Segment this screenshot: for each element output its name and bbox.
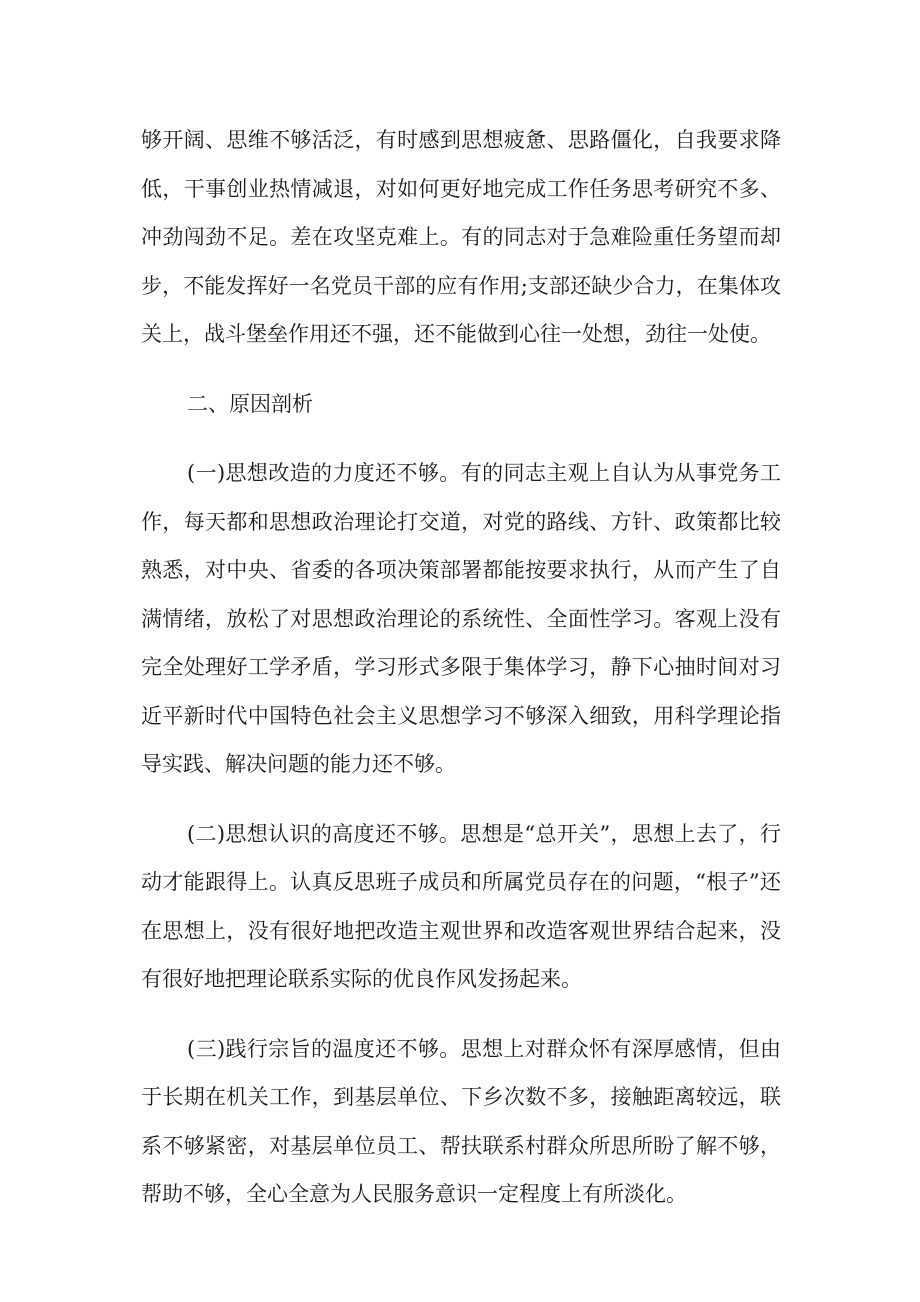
paragraph-thought-awareness: (二)思想认识的高度还不够。思想是“总开关”，思想上去了，行动才能跟得上。认真反思班子成员和所属党员存在的问题，“根子”还在思想上，没有很好地把改造主观世界和改造客观世界结合起来，没有很好地把理论联系实际的优良作风发扬起来。 (141, 821, 781, 991)
document-body (141, 116, 781, 1240)
paragraph-thought-reform: (一)思想改造的力度还不够。有的同志主观上自认为从事党务工作，每天都和思想政治理论打交道，对党的路线、方针、政策都比较熟悉，对中央、省委的各项决策部署都能按要求执行，从而产生了自满情绪，放松了对思想政治理论的系统性、全面性学习。客观上没有完全处理好工学矛盾，学习形式多限于集体学习，静下心抽时间对习近平新时代中国特色社会主义思想学习不够深入细致，用科学理论指导实践、解决问题的能力还不够。 (141, 461, 781, 776)
section-heading-cause-analysis: 二、原因剖析 (187, 391, 313, 416)
paragraph-continuation: 够开阔、思维不够活泛，有时感到思想疲惫、思路僵化，自我要求降低，干事创业热情减退，对如何更好地完成工作任务思考研究不多、冲劲闯劲不足。差在攻坚克难上。有的同志对于急难险重任务望而却步，不能发挥好一名党员干部的应有作用;支部还缺少合力，在集体攻关上，战斗堡垒作用还不强，还不能做到心往一处想，劲往一处使。 (141, 128, 781, 346)
paragraph-purpose-practice: (三)践行宗旨的温度还不够。思想上对群众怀有深厚感情，但由于长期在机关工作，到基层单位、下乡次数不多，接触距离较远，联系不够紧密，对基层单位员工、帮扶联系村群众所思所盼了解不够，帮助不够，全心全意为人民服务意识一定程度上有所淡化。 (141, 1036, 781, 1206)
